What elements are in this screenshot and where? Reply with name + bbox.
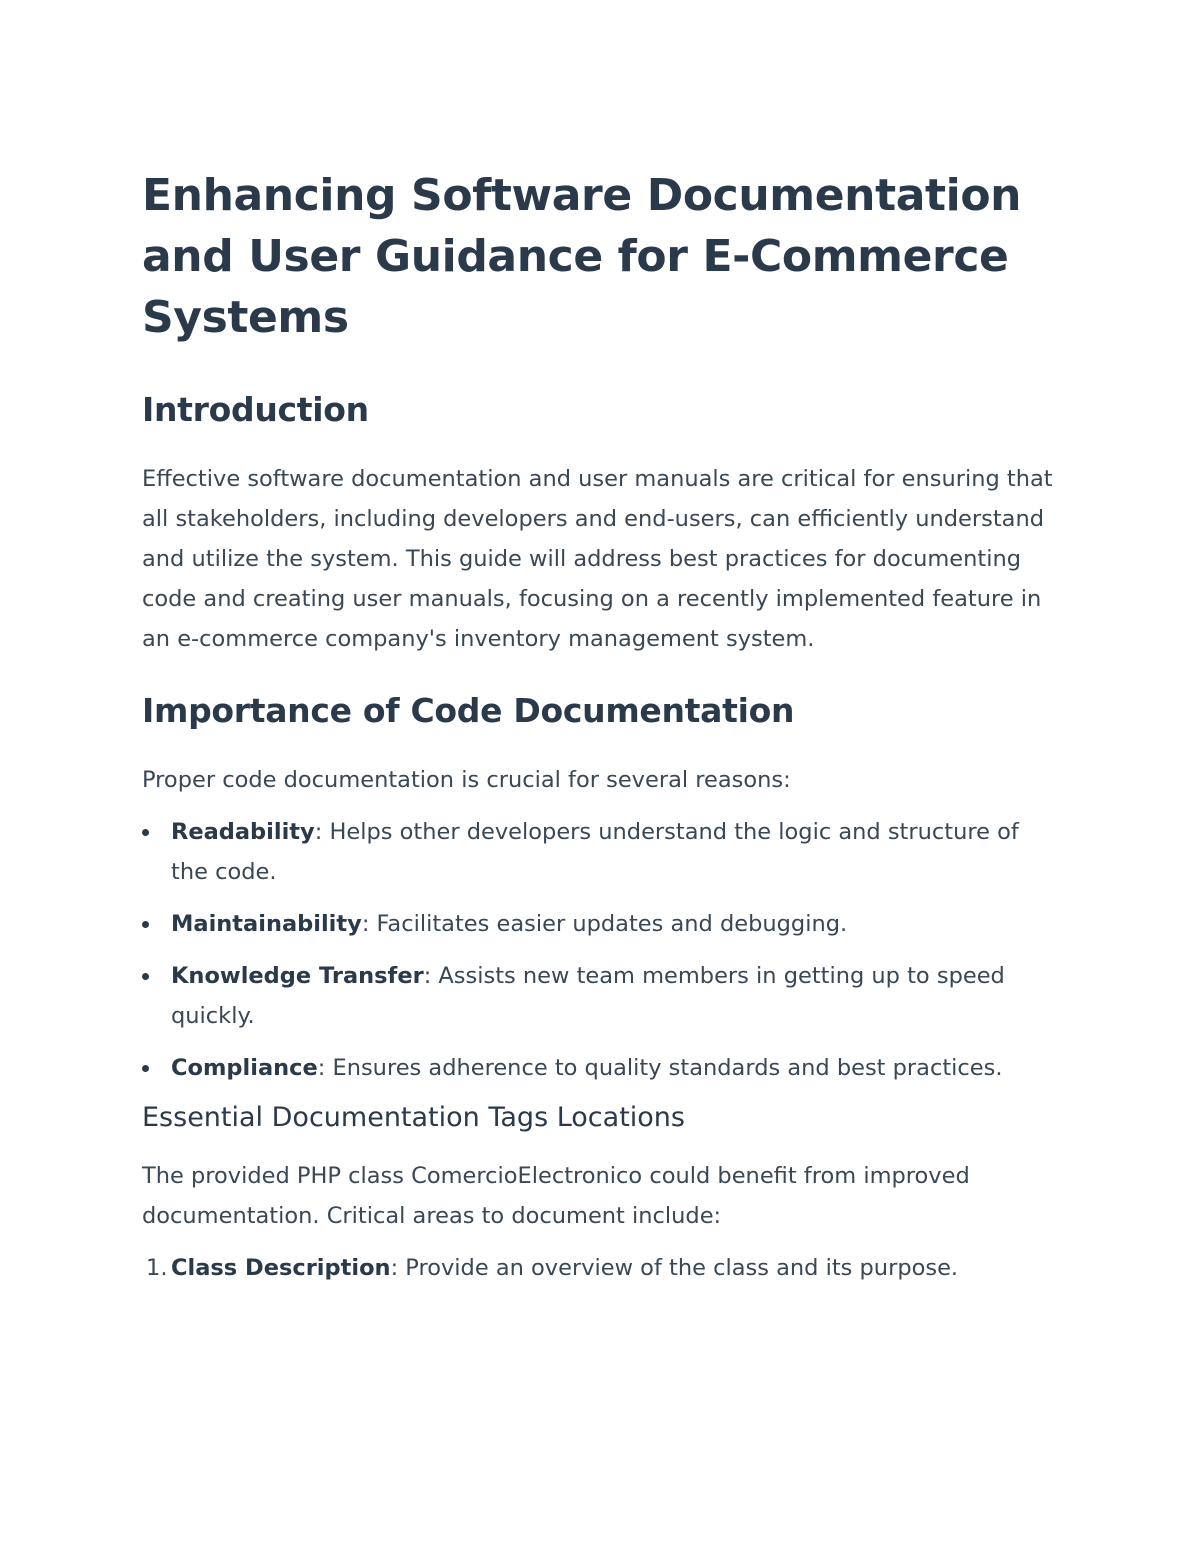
list-item-description: : Ensures adherence to quality standards and best practices. [317, 1055, 1003, 1081]
importance-paragraph: Proper code documentation is crucial for several reasons: [142, 767, 791, 793]
importance-heading: Importance of Code Documentation [142, 691, 795, 730]
introduction-heading: Introduction [142, 390, 369, 429]
list-item-term: Readability [171, 819, 315, 845]
documentation-tags-heading: Essential Documentation Tags Locations [142, 1102, 685, 1133]
list-item-description: : Provide an overview of the class and its purpose. [390, 1255, 959, 1281]
introduction-paragraph: Effective software documentation and user manuals are critical for ensuring that all stakeholders, including developers and end-users, can efficiently understand and utilize the system. This guide will address best practices for documenting code and creating user manuals, focusing on a recently implemented feature in an e-commerce company's inventory management system. [142, 466, 1053, 652]
bullet-icon [142, 973, 149, 980]
list-item-term: Class Description [171, 1255, 391, 1281]
list-item-class-description [142, 1248, 1060, 1288]
list-item-term: Knowledge Transfer [171, 963, 424, 989]
documentation-tags-list [142, 1248, 1060, 1288]
bullet-icon [142, 921, 149, 928]
bullet-icon [142, 1065, 149, 1072]
list-item-description: : Helps other developers understand the logic and structure of the code. [171, 819, 1019, 885]
documentation-tags-paragraph: The provided PHP class ComercioElectronico could benefit from improved documentation. Critical areas to document include: [142, 1163, 970, 1229]
reasons-list [142, 812, 1060, 1088]
document-title: Enhancing Software Documentation and User Guidance for E-Commerce Systems [142, 170, 1022, 343]
list-item-description: : Facilitates easier updates and debugging. [361, 911, 848, 937]
bullet-icon [142, 829, 149, 836]
list-item-maintainability [142, 904, 1060, 944]
list-item-readability [142, 812, 1060, 892]
list-item-term: Compliance [171, 1055, 318, 1081]
list-item-knowledge-transfer [142, 956, 1060, 1036]
list-item-term: Maintainability [171, 911, 362, 937]
list-item-description: : Assists new team members in getting up to speed quickly. [171, 963, 1005, 1029]
list-item-compliance [142, 1048, 1060, 1088]
list-item-number: 1. [146, 1255, 168, 1281]
